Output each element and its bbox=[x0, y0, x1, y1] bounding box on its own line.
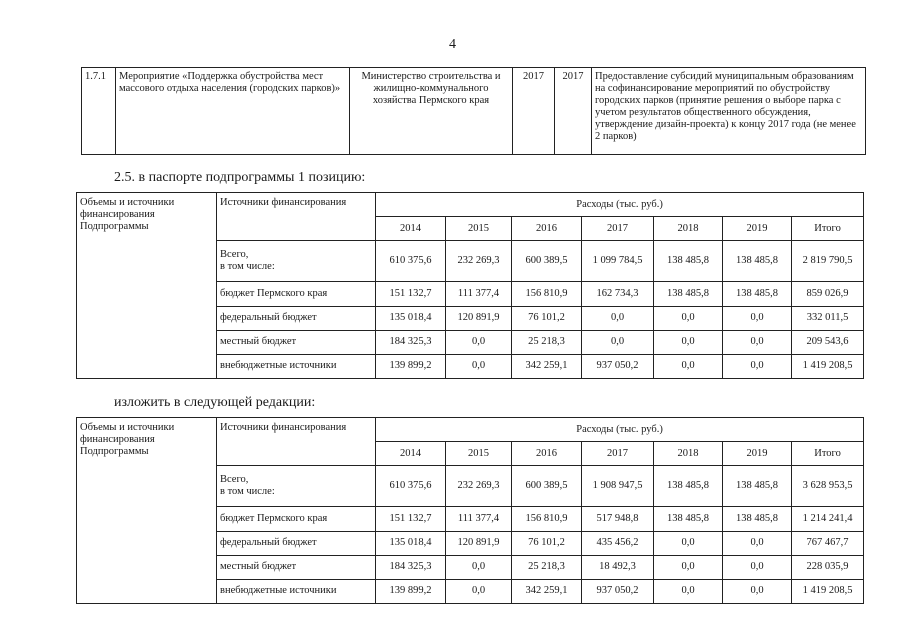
cell-value: 435 456,2 bbox=[582, 531, 654, 555]
cell-value: 3 628 953,5 bbox=[792, 466, 864, 507]
expenses-header: Расходы (тыс. руб.) bbox=[376, 193, 864, 217]
year-header: 2019 bbox=[723, 217, 792, 241]
year-header: 2019 bbox=[723, 442, 792, 466]
cell-value: 18 492,3 bbox=[582, 555, 654, 579]
cell-value: 1 908 947,5 bbox=[582, 466, 654, 507]
year-header: 2016 bbox=[512, 442, 582, 466]
cell-value: 135 018,4 bbox=[376, 306, 446, 330]
measure-row bbox=[82, 68, 866, 155]
year-header: 2015 bbox=[446, 442, 512, 466]
cell-value: 0,0 bbox=[582, 306, 654, 330]
year-header: 2015 bbox=[446, 217, 512, 241]
cell-value: 138 485,8 bbox=[654, 282, 723, 306]
cell-value: 232 269,3 bbox=[446, 241, 512, 282]
cell-value: 135 018,4 bbox=[376, 531, 446, 555]
cell-value: 1 214 241,4 bbox=[792, 507, 864, 531]
sources-header: Источники финансирования bbox=[217, 193, 376, 241]
table-header-row bbox=[77, 418, 864, 442]
measure-year-start: 2017 bbox=[513, 68, 555, 155]
row-label: федеральный бюджет bbox=[217, 531, 376, 555]
cell-value: 111 377,4 bbox=[446, 507, 512, 531]
row-label: бюджет Пермского края bbox=[217, 507, 376, 531]
cell-value: 139 899,2 bbox=[376, 579, 446, 603]
cell-value: 0,0 bbox=[654, 330, 723, 354]
cell-value: 184 325,3 bbox=[376, 555, 446, 579]
cell-value: 0,0 bbox=[654, 555, 723, 579]
financing-table-old bbox=[76, 192, 864, 379]
table-header-row bbox=[77, 193, 864, 217]
cell-value: 2 819 790,5 bbox=[792, 241, 864, 282]
cell-value: 0,0 bbox=[723, 306, 792, 330]
row-label: бюджет Пермского края bbox=[217, 282, 376, 306]
cell-value: 25 218,3 bbox=[512, 330, 582, 354]
cell-value: 228 035,9 bbox=[792, 555, 864, 579]
cell-value: 209 543,6 bbox=[792, 330, 864, 354]
measure-number: 1.7.1 bbox=[82, 68, 116, 155]
cell-value: 0,0 bbox=[723, 531, 792, 555]
cell-value: 138 485,8 bbox=[723, 507, 792, 531]
cell-value: 1 419 208,5 bbox=[792, 354, 864, 378]
cell-value: 138 485,8 bbox=[723, 282, 792, 306]
cell-value: 120 891,9 bbox=[446, 306, 512, 330]
cell-value: 138 485,8 bbox=[654, 241, 723, 282]
cell-value: 0,0 bbox=[446, 330, 512, 354]
cell-value: 232 269,3 bbox=[446, 466, 512, 507]
cell-value: 184 325,3 bbox=[376, 330, 446, 354]
financing-table-new bbox=[76, 417, 864, 604]
cell-value: 76 101,2 bbox=[512, 531, 582, 555]
cell-value: 0,0 bbox=[654, 579, 723, 603]
cell-value: 600 389,5 bbox=[512, 466, 582, 507]
cell-value: 120 891,9 bbox=[446, 531, 512, 555]
measure-result: Предоставление субсидий муниципальным образованиям на софинансирование мероприятий по обустройству городских парков (принятие решения о выборе парка с учетом результатов общественного обсуждения, утверждение дизайн-проекта) к концу 2017 года (не менее 2 парков) bbox=[592, 68, 866, 155]
cell-value: 0,0 bbox=[723, 330, 792, 354]
measure-table bbox=[81, 67, 866, 155]
section-heading: 2.5. в паспорте подпрограммы 1 позицию: bbox=[114, 170, 366, 185]
cell-value: 342 259,1 bbox=[512, 354, 582, 378]
cell-value: 767 467,7 bbox=[792, 531, 864, 555]
cell-value: 0,0 bbox=[654, 306, 723, 330]
cell-value: 162 734,3 bbox=[582, 282, 654, 306]
cell-value: 138 485,8 bbox=[723, 241, 792, 282]
cell-value: 0,0 bbox=[446, 579, 512, 603]
cell-value: 0,0 bbox=[582, 330, 654, 354]
cell-value: 0,0 bbox=[723, 354, 792, 378]
cell-value: 1 419 208,5 bbox=[792, 579, 864, 603]
total-header: Итого bbox=[792, 217, 864, 241]
cell-value: 0,0 bbox=[654, 531, 723, 555]
cell-value: 111 377,4 bbox=[446, 282, 512, 306]
year-header: 2014 bbox=[376, 217, 446, 241]
cell-value: 0,0 bbox=[723, 579, 792, 603]
cell-value: 342 259,1 bbox=[512, 579, 582, 603]
cell-value: 25 218,3 bbox=[512, 555, 582, 579]
row-label: внебюджетные источники bbox=[217, 354, 376, 378]
total-header: Итого bbox=[792, 442, 864, 466]
cell-value: 138 485,8 bbox=[654, 507, 723, 531]
row-label: внебюджетные источники bbox=[217, 579, 376, 603]
year-header: 2017 bbox=[582, 442, 654, 466]
section-heading: изложить в следующей редакции: bbox=[114, 395, 316, 410]
expenses-header: Расходы (тыс. руб.) bbox=[376, 418, 864, 442]
cell-value: 610 375,6 bbox=[376, 466, 446, 507]
cell-value: 517 948,8 bbox=[582, 507, 654, 531]
sources-header: Источники финансирования bbox=[217, 418, 376, 466]
cell-value: 138 485,8 bbox=[723, 466, 792, 507]
cell-value: 332 011,5 bbox=[792, 306, 864, 330]
cell-value: 0,0 bbox=[446, 555, 512, 579]
year-header: 2018 bbox=[654, 442, 723, 466]
year-header: 2016 bbox=[512, 217, 582, 241]
year-header: 2018 bbox=[654, 217, 723, 241]
measure-agency: Министерство строительства и жилищно-коммунального хозяйства Пермского края bbox=[350, 68, 513, 155]
cell-value: 937 050,2 bbox=[582, 354, 654, 378]
financing-label: Объемы и источники финансирования Подпрограммы bbox=[77, 193, 217, 379]
cell-value: 0,0 bbox=[723, 555, 792, 579]
cell-value: 151 132,7 bbox=[376, 282, 446, 306]
cell-value: 139 899,2 bbox=[376, 354, 446, 378]
row-label: местный бюджет bbox=[217, 330, 376, 354]
page-number: 4 bbox=[449, 37, 456, 52]
cell-value: 600 389,5 bbox=[512, 241, 582, 282]
cell-value: 76 101,2 bbox=[512, 306, 582, 330]
cell-value: 937 050,2 bbox=[582, 579, 654, 603]
cell-value: 156 810,9 bbox=[512, 282, 582, 306]
cell-value: 0,0 bbox=[446, 354, 512, 378]
row-label: Всего, в том числе: bbox=[217, 466, 376, 507]
year-header: 2014 bbox=[376, 442, 446, 466]
cell-value: 859 026,9 bbox=[792, 282, 864, 306]
cell-value: 151 132,7 bbox=[376, 507, 446, 531]
measure-name: Мероприятие «Поддержка обустройства мест массового отдыха населения (городских парков)» bbox=[116, 68, 350, 155]
cell-value: 138 485,8 bbox=[654, 466, 723, 507]
cell-value: 1 099 784,5 bbox=[582, 241, 654, 282]
row-label: Всего, в том числе: bbox=[217, 241, 376, 282]
measure-year-end: 2017 bbox=[555, 68, 592, 155]
row-label: федеральный бюджет bbox=[217, 306, 376, 330]
year-header: 2017 bbox=[582, 217, 654, 241]
cell-value: 610 375,6 bbox=[376, 241, 446, 282]
row-label: местный бюджет bbox=[217, 555, 376, 579]
financing-label: Объемы и источники финансирования Подпрограммы bbox=[77, 418, 217, 604]
cell-value: 156 810,9 bbox=[512, 507, 582, 531]
cell-value: 0,0 bbox=[654, 354, 723, 378]
